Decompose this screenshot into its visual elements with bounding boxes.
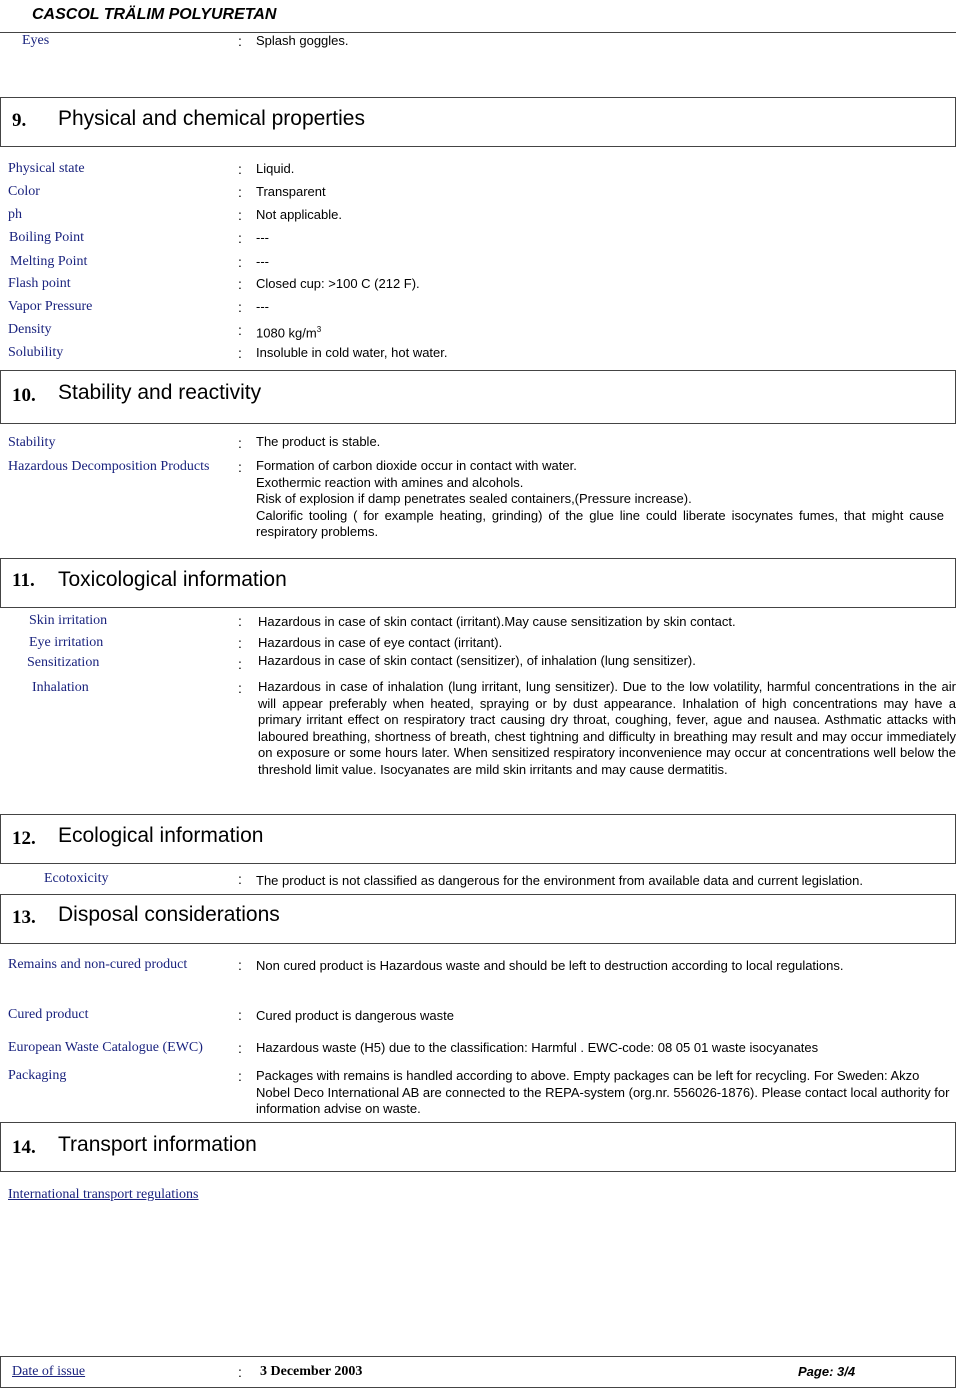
international-transport-link[interactable]: International transport regulations: [8, 1187, 199, 1202]
text-line: Formation of carbon dioxide occur in contact with water.: [256, 458, 577, 473]
solubility-value: Insoluble in cold water, hot water.: [256, 345, 448, 360]
date-of-issue-value: 3 December 2003: [260, 1364, 363, 1379]
ph-label: ph: [8, 207, 22, 222]
hazardous-decomposition-label: Hazardous Decomposition Products: [8, 459, 210, 474]
section-title: Stability and reactivity: [58, 381, 262, 404]
vapor-pressure-value: ---: [256, 299, 269, 314]
stability-value: The product is stable.: [256, 434, 381, 449]
packaging-value: Packages with remains is handled according to above. Empty packages can be left for recycling. For Sweden: Akzo Nobel Deco International AB are connected to the REPA-system (org.nr. 556026-1876). Please contact local authority for information advise on waste.: [256, 1068, 950, 1116]
section-title: Ecological information: [58, 824, 264, 847]
boiling-point-label: Boiling Point: [9, 230, 85, 245]
physical-state-label: Physical state: [8, 161, 85, 176]
flash-point-label: Flash point: [8, 276, 71, 291]
ewc-label: European Waste Catalogue (EWC): [8, 1040, 203, 1055]
density-value: [256, 322, 321, 342]
section-number: 12.: [12, 828, 36, 849]
density-number: 1080 kg/m: [256, 325, 317, 341]
ecotoxicity-value: The product is not classified as dangerous for the environment from available data and current legislation.: [256, 873, 864, 888]
cured-product-value: Cured product is dangerous waste: [256, 1008, 455, 1023]
skin-irritation-label: Skin irritation: [29, 613, 108, 628]
ewc-value: Hazardous waste (H5) due to the classification: Harmful . EWC-code: 08 05 01 waste isocyanates: [256, 1040, 819, 1055]
product-name: CASCOL TRÄLIM POLYURETAN: [32, 6, 277, 23]
text-line: Calorific tooling ( for example heating, grinding) of the glue line could liberate isocynates fumes, that might cause respiratory problems.: [256, 507, 944, 539]
eyes-label: Eyes: [22, 33, 50, 48]
flash-point-value: Closed cup: >100 C (212 F).: [256, 276, 420, 291]
sensitization-label: Sensitization: [27, 655, 100, 670]
density-label: Density: [8, 322, 52, 337]
section-number: 14.: [12, 1137, 36, 1158]
color-label: Color: [8, 184, 40, 199]
page-number: Page: 3/4: [798, 1364, 856, 1379]
inhalation-label: Inhalation: [32, 680, 89, 695]
remains-label: Remains and non-cured product: [8, 957, 188, 972]
date-of-issue-label: Date of issue: [12, 1364, 86, 1379]
text-line: Risk of explosion if damp penetrates sealed containers,(Pressure increase).: [256, 491, 692, 506]
section-title: Toxicological information: [58, 568, 287, 591]
vapor-pressure-label: Vapor Pressure: [8, 299, 93, 314]
ecotoxicity-label: Ecotoxicity: [44, 871, 109, 886]
section-number: 10.: [12, 385, 36, 406]
inhalation-value: Hazardous in case of inhalation (lung irritant, lung sensitizer). Due to the low volatility, harmful concentrations in the air will appear preferably when heated, spraying or by dust appearance. Inhalation of high concentrations may have a primary irritant effect on respiratory tract causing dry throat, coughing, fever, ague and nausea. Asthmatic attacks with laboured breathing, shortness of breath, chest tightning and difficulty in breathing may result and may occur immediately on exposure or some hours later. When sensitized respiratory inconvenience may occur at concentrations well below the threshold limit value. Isocyanates are mild skin irritants and may cause dermatitis.: [258, 679, 956, 777]
section-title: Transport information: [58, 1133, 257, 1156]
eye-irritation-label: Eye irritation: [29, 635, 104, 650]
ph-value: Not applicable.: [256, 207, 342, 222]
colon: :: [238, 33, 242, 49]
density-superscript: 3: [316, 325, 322, 334]
section-number: 13.: [12, 907, 36, 928]
cured-product-label: Cured product: [8, 1007, 89, 1022]
eye-irritation-value: Hazardous in case of eye contact (irritant).: [258, 635, 503, 650]
section-number: 11.: [12, 570, 35, 591]
section-title: Disposal considerations: [58, 903, 280, 926]
section-title: Physical and chemical properties: [58, 107, 365, 130]
eyes-value: Splash goggles.: [256, 33, 349, 48]
color-value: Transparent: [256, 184, 326, 199]
stability-label: Stability: [8, 435, 56, 450]
packaging-label: Packaging: [8, 1068, 67, 1083]
physical-state-value: Liquid.: [256, 161, 295, 176]
melting-point-label: Melting Point: [10, 254, 88, 269]
section-number: 9.: [12, 110, 27, 131]
skin-irritation-value: Hazardous in case of skin contact (irritant).May cause sensitization by skin contact.: [258, 614, 736, 629]
sensitization-value: Hazardous in case of skin contact (sensitizer), of inhalation (lung sensitizer).: [258, 653, 696, 668]
hazardous-decomposition-value: [256, 458, 944, 541]
boiling-point-value: ---: [256, 230, 269, 245]
solubility-label: Solubility: [8, 345, 64, 360]
text-line: Exothermic reaction with amines and alcohols.: [256, 474, 524, 490]
melting-point-value: ---: [256, 254, 269, 269]
remains-value: Non cured product is Hazardous waste and should be left to destruction according to local regulations.: [256, 958, 844, 973]
